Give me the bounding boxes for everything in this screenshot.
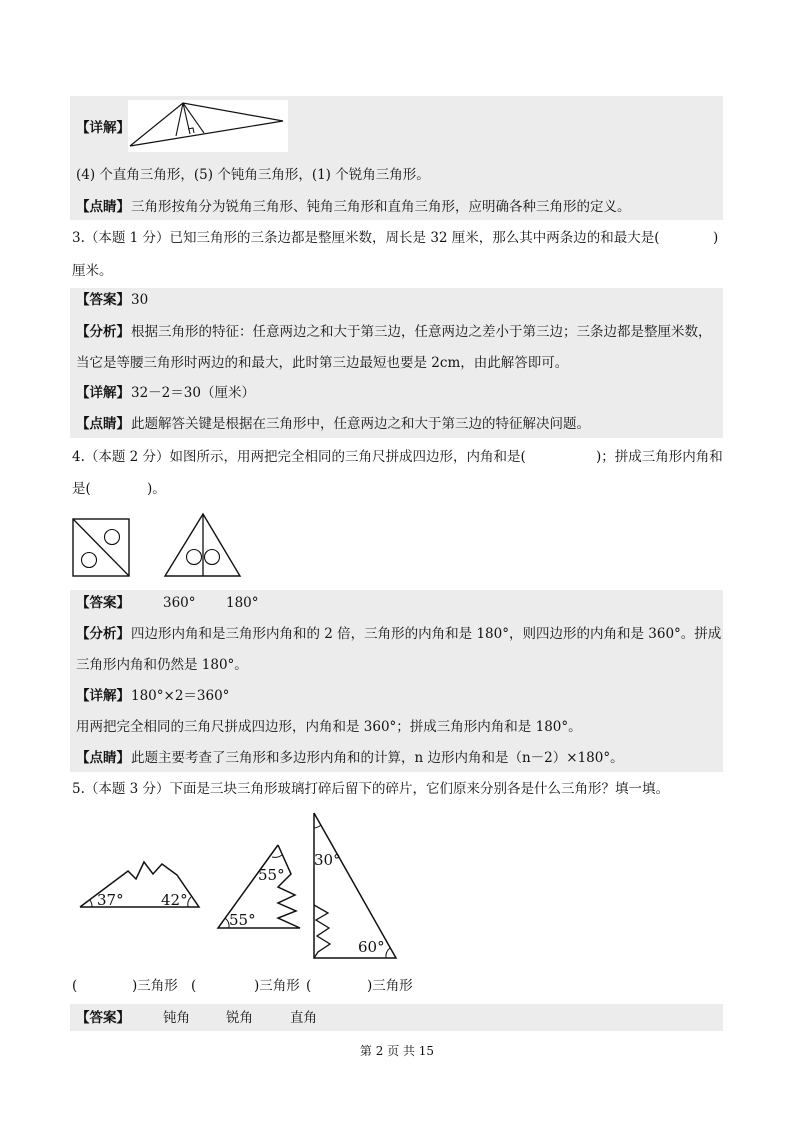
q4-point: 此题主要考查了三角形和多边形内角和的计算，n 边形内角和是（n－2）×180°。 bbox=[131, 750, 624, 766]
square-of-two-triangles-figure bbox=[72, 518, 132, 578]
q3-analysis-tag: 【分析】 bbox=[76, 324, 130, 340]
q4-line1-mid: )；拼成三角形内角和 bbox=[596, 449, 723, 465]
fragment-1-angle-left: 37° bbox=[97, 891, 124, 909]
q3-line1-close: ) bbox=[713, 230, 719, 246]
fragment-2-angle-bottom: 55° bbox=[229, 911, 256, 929]
q5-answer-1: 钝角 bbox=[163, 1010, 190, 1026]
block1-detail-tag: 【详解】 bbox=[76, 120, 130, 136]
q4-line2: 是( bbox=[72, 481, 91, 497]
q4-analysis2: 三角形内角和仍然是 180°。 bbox=[76, 657, 248, 673]
q5-blank-1-open: ( bbox=[72, 978, 78, 994]
q4-analysis-tag: 【分析】 bbox=[76, 626, 130, 642]
q4-analysis1: 四边形内角和是三角形内角和的 2 倍，三角形的内角和是 180°，则四边形的内角和是 360°。拼成 bbox=[131, 626, 722, 642]
q3-line2: 厘米。 bbox=[72, 263, 113, 279]
q3-line1: 3.（本题 1 分）已知三角形的三条边都是整厘米数，周长是 32 厘米，那么其中两条边的和最大是( bbox=[72, 230, 660, 246]
page-footer: 第 2 页 共 15 bbox=[359, 1044, 435, 1058]
q5-blank-3-open: ( bbox=[306, 978, 312, 994]
q3-point-tag: 【点睛】 bbox=[76, 416, 130, 432]
q3-analysis2: 当它是等腰三角形时两边的和最大，此时第三边最短也要是 2cm，由此解答即可。 bbox=[76, 355, 569, 371]
q5-blank-3-close: )三角形 bbox=[367, 978, 413, 994]
q3-answer-tag: 【答案】 bbox=[76, 292, 130, 308]
q5-answer-tag: 【答案】 bbox=[76, 1010, 130, 1026]
q4-detail2: 用两把完全相同的三角尺拼成四边形，内角和是 360°；拼成三角形内角和是 180°。 bbox=[76, 719, 582, 735]
q4-line1: 4.（本题 2 分）如图所示，用两把完全相同的三角尺拼成四边形，内角和是( bbox=[72, 449, 526, 465]
q5-blank-2-close: )三角形 bbox=[254, 978, 300, 994]
q5-line1: 5.（本题 3 分）下面是三块三角形玻璃打碎后留下的碎片，它们原来分别各是什么三角形？填一填。 bbox=[72, 781, 670, 797]
q3-detail-tag: 【详解】 bbox=[76, 385, 130, 401]
q3-detail: 32－2＝30（厘米） bbox=[131, 385, 255, 401]
q3-answer: 30 bbox=[131, 292, 149, 308]
fragment-2-angle-top: 55° bbox=[258, 866, 285, 884]
q5-blank-1-close: )三角形 bbox=[132, 978, 178, 994]
fragment-3-angle-bottom: 60° bbox=[358, 938, 385, 956]
q3-analysis1: 根据三角形的特征：任意两边之和大于第三边，任意两边之差小于第三边；三条边都是整厘米数， bbox=[131, 324, 712, 340]
q4-point-tag: 【点睛】 bbox=[76, 750, 130, 766]
q5-answer-3: 直角 bbox=[290, 1010, 317, 1026]
q4-answer-tag: 【答案】 bbox=[76, 595, 130, 611]
q4-background bbox=[70, 590, 723, 772]
block1-point-tag: 【点睛】 bbox=[76, 199, 130, 215]
q4-answer1: 360° bbox=[163, 595, 196, 611]
block1-point-text: 三角形按角分为锐角三角形、钝角三角形和直角三角形，应明确各种三角形的定义。 bbox=[131, 199, 631, 215]
q5-answer-2: 锐角 bbox=[226, 1010, 253, 1026]
q4-line2-close: )。 bbox=[147, 481, 166, 497]
triangle-of-two-triangles-figure bbox=[163, 512, 243, 578]
block1-line1: (4) 个直角三角形，(5) 个钝角三角形，(1) 个锐角三角形。 bbox=[76, 167, 430, 183]
q4-detail: 180°×2＝360° bbox=[131, 688, 230, 704]
fragment-3-angle-top: 30° bbox=[314, 851, 341, 869]
q4-detail-tag: 【详解】 bbox=[76, 688, 130, 704]
q3-point: 此题解答关键是根据在三角形中，任意两边之和大于第三边的特征解决问题。 bbox=[131, 416, 590, 432]
glass-fragment-3-figure bbox=[312, 810, 400, 962]
fragment-1-angle-right: 42° bbox=[161, 891, 188, 909]
q5-blank-2-open: ( bbox=[191, 978, 197, 994]
q4-answer2: 180° bbox=[226, 595, 259, 611]
obtuse-triangle-figure bbox=[128, 100, 288, 152]
